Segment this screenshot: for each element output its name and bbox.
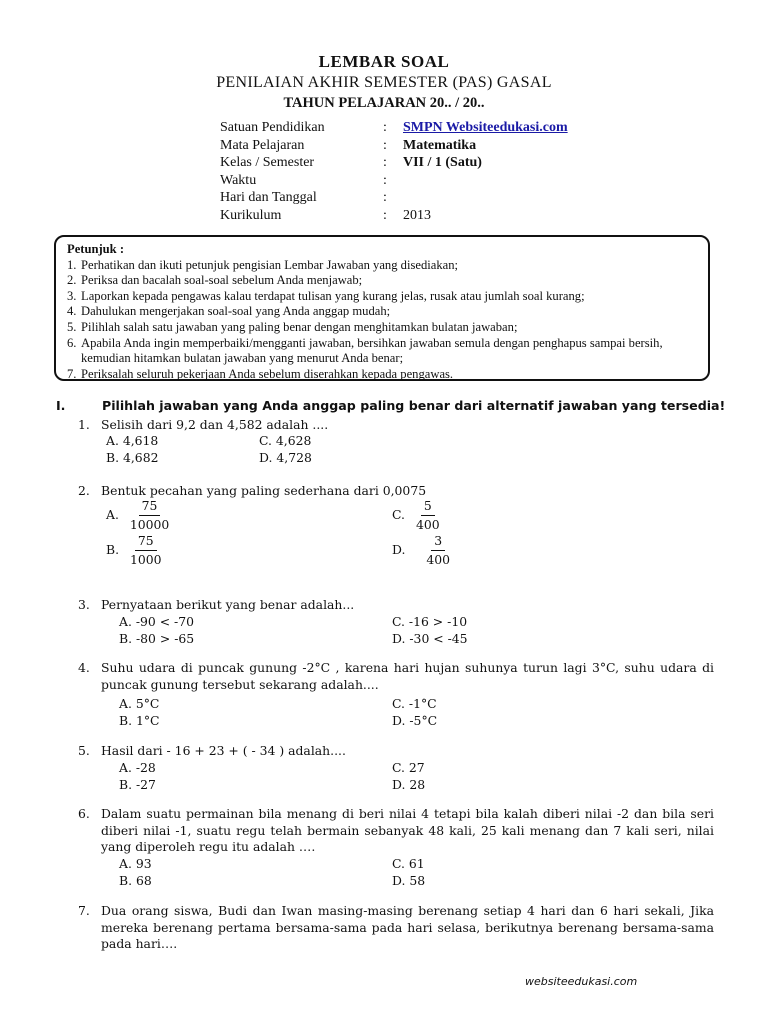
instruction-text: Laporkan kepada pengawas kalau terdapat tulisan yang kurang jelas, rusak atau jumlah soal kurang; bbox=[81, 288, 585, 303]
option-a[interactable] bbox=[106, 498, 172, 533]
instruction-item bbox=[67, 367, 700, 383]
school-link[interactable]: SMPN Websiteedukasi.com bbox=[403, 120, 568, 135]
option-d[interactable]: D. 58 bbox=[392, 873, 426, 888]
option-a[interactable]: A. -28 bbox=[119, 760, 156, 775]
info-colon: : bbox=[383, 137, 387, 153]
fraction bbox=[413, 498, 443, 533]
academic-year: TAHUN PELAJARAN 20.. / 20.. bbox=[283, 95, 485, 111]
question-number: 6. bbox=[78, 806, 90, 821]
instructions-title: Petunjuk : bbox=[67, 242, 125, 256]
option-a[interactable]: A. 4,618 bbox=[106, 433, 159, 448]
question-text: Dalam suatu permainan bila menang di beri nilai 4 tetapi bila kalah diberi nilai -2 dan bila seri diberi nilai -1, suatu regu telah bermain sebanyak 48 kali, 25 kali menang dan 7 kali seri, nilai yang diperoleh regu itu adalah …. bbox=[101, 806, 714, 854]
info-row-curriculum bbox=[220, 208, 640, 226]
instruction-text: Periksa dan bacalah soal-soal sebelum Anda menjawab; bbox=[81, 273, 363, 288]
document-title: LEMBAR SOAL bbox=[318, 52, 450, 71]
question-3 bbox=[78, 597, 714, 614]
question-text: Bentuk pecahan yang paling sederhana dari 0,0075 bbox=[101, 483, 427, 498]
instructions-box bbox=[54, 235, 710, 381]
info-value: VII / 1 (Satu) bbox=[403, 155, 482, 170]
question-number: 4. bbox=[78, 660, 90, 675]
denominator: 10000 bbox=[129, 517, 170, 532]
fraction bbox=[127, 533, 165, 568]
info-colon: : bbox=[383, 120, 387, 135]
instruction-number: 2. bbox=[67, 273, 77, 288]
option-b[interactable]: B. -80 > -65 bbox=[119, 631, 195, 646]
question-number: 5. bbox=[78, 743, 90, 758]
info-row-school bbox=[220, 120, 640, 138]
option-b[interactable]: B. 4,682 bbox=[106, 450, 159, 465]
document-subtitle: PENILAIAN AKHIR SEMESTER (PAS) GASAL bbox=[216, 74, 552, 91]
option-c[interactable]: C. 27 bbox=[392, 760, 425, 775]
instruction-text: Dahulukan mengerjakan soal-soal yang Anda anggap mudah; bbox=[81, 304, 391, 319]
info-row-class bbox=[220, 155, 640, 173]
option-label: B. bbox=[106, 542, 120, 557]
question-number: 2. bbox=[78, 483, 90, 498]
info-label: Hari dan Tanggal bbox=[220, 190, 317, 205]
numerator: 75 bbox=[139, 498, 161, 516]
fraction bbox=[423, 533, 453, 568]
option-c[interactable]: C. 61 bbox=[392, 856, 425, 871]
question-text: Dua orang siswa, Budi dan Iwan masing-masing berenang setiap 4 hari dan 6 hari sekali, Jika mereka berenang pertama bersama-sama pada hari selasa, berikutnya berenang bersama-sama pada hari…. bbox=[101, 903, 714, 951]
instruction-number: 4. bbox=[67, 304, 77, 319]
option-a[interactable]: A. 93 bbox=[119, 856, 152, 871]
question-text: Pernyataan berikut yang benar adalah... bbox=[101, 597, 355, 612]
info-value: 2013 bbox=[403, 207, 431, 223]
fraction bbox=[127, 498, 172, 533]
option-b[interactable]: B. 1°C bbox=[119, 713, 160, 728]
numerator: 5 bbox=[421, 498, 435, 516]
info-colon: : bbox=[383, 172, 387, 188]
option-d[interactable] bbox=[392, 533, 453, 568]
info-label: Waktu bbox=[220, 172, 257, 188]
option-c[interactable]: C. -1°C bbox=[392, 696, 437, 711]
instruction-number: 7. bbox=[67, 366, 77, 381]
info-label: Kurikulum bbox=[220, 207, 282, 223]
numerator: 75 bbox=[135, 533, 157, 551]
question-text: Hasil dari - 16 + 23 + ( - 34 ) adalah.... bbox=[101, 743, 346, 758]
option-d[interactable]: D. -30 < -45 bbox=[392, 631, 468, 646]
instruction-text: Pilihlah salah satu jawaban yang paling benar dengan menghitamkan bulatan jawaban; bbox=[81, 319, 518, 334]
info-colon: : bbox=[383, 207, 387, 223]
instruction-number: 1. bbox=[67, 257, 77, 272]
instruction-item bbox=[67, 320, 700, 336]
question-number: 3. bbox=[78, 597, 90, 612]
denominator: 1000 bbox=[130, 552, 162, 567]
option-c[interactable] bbox=[392, 498, 443, 533]
info-label: Kelas / Semester bbox=[220, 155, 315, 170]
option-a[interactable]: A. -90 < -70 bbox=[119, 614, 194, 629]
info-label: Satuan Pendidikan bbox=[220, 120, 325, 135]
info-value: Matematika bbox=[403, 137, 477, 153]
instruction-item bbox=[67, 304, 700, 320]
option-b[interactable]: B. 68 bbox=[119, 873, 152, 888]
option-label: C. bbox=[392, 507, 405, 522]
instruction-item bbox=[67, 273, 700, 289]
option-label: A. bbox=[106, 507, 119, 522]
info-label: Mata Pelajaran bbox=[220, 137, 305, 153]
instruction-item bbox=[67, 258, 700, 274]
question-text: Suhu udara di puncak gunung -2°C , karena hari hujan suhunya turun lagi 3°C, suhu udara di puncak gunung tersebut sekarang adalah.... bbox=[101, 660, 714, 692]
numerator: 3 bbox=[431, 533, 445, 551]
option-a[interactable]: A. 5°C bbox=[119, 696, 160, 711]
question-4 bbox=[78, 660, 714, 693]
info-colon: : bbox=[383, 190, 387, 205]
option-d[interactable]: D. 28 bbox=[392, 777, 426, 792]
footer-watermark: websiteedukasi.com bbox=[525, 975, 638, 988]
question-5 bbox=[78, 743, 714, 760]
section-heading bbox=[56, 398, 725, 413]
instruction-item bbox=[67, 336, 700, 367]
option-b[interactable] bbox=[106, 533, 165, 568]
question-7 bbox=[78, 903, 714, 953]
option-c[interactable]: C. -16 > -10 bbox=[392, 614, 468, 629]
question-6 bbox=[78, 806, 714, 856]
instruction-text: Periksalah seluruh pekerjaan Anda sebelum diserahkan kepada pengawas. bbox=[81, 366, 454, 381]
option-label: D. bbox=[392, 542, 406, 557]
option-b[interactable]: B. -27 bbox=[119, 777, 156, 792]
question-number: 7. bbox=[78, 903, 90, 918]
instruction-text: Perhatikan dan ikuti petunjuk pengisian Lembar Jawaban yang disediakan; bbox=[81, 257, 459, 272]
option-c[interactable]: C. 4,628 bbox=[259, 433, 312, 448]
question-number: 1. bbox=[78, 417, 90, 432]
option-d[interactable]: D. -5°C bbox=[392, 713, 438, 728]
denominator: 400 bbox=[426, 552, 451, 567]
instruction-item bbox=[67, 289, 700, 305]
instruction-number: 5. bbox=[67, 319, 77, 334]
info-row-date bbox=[220, 190, 640, 208]
info-row-subject bbox=[220, 138, 640, 156]
question-1 bbox=[78, 417, 714, 434]
denominator: 400 bbox=[415, 517, 440, 532]
question-text: Selisih dari 9,2 dan 4,582 adalah .... bbox=[101, 417, 329, 432]
identity-table bbox=[220, 120, 640, 225]
info-row-time bbox=[220, 173, 640, 191]
section-number: I. bbox=[56, 398, 66, 413]
instruction-number: 6. bbox=[67, 335, 77, 350]
instruction-text: Apabila Anda ingin memperbaiki/mengganti jawaban, bersihkan jawaban semula dengan penghapus sampai bersih, kemudian hitamkan bulatan jawaban yang menurut Anda benar; bbox=[81, 335, 663, 366]
section-instruction: Pilihlah jawaban yang Anda anggap paling benar dari alternatif jawaban yang tersedia! bbox=[102, 398, 726, 413]
instruction-number: 3. bbox=[67, 288, 77, 303]
option-d[interactable]: D. 4,728 bbox=[259, 450, 312, 465]
info-colon: : bbox=[383, 155, 387, 170]
